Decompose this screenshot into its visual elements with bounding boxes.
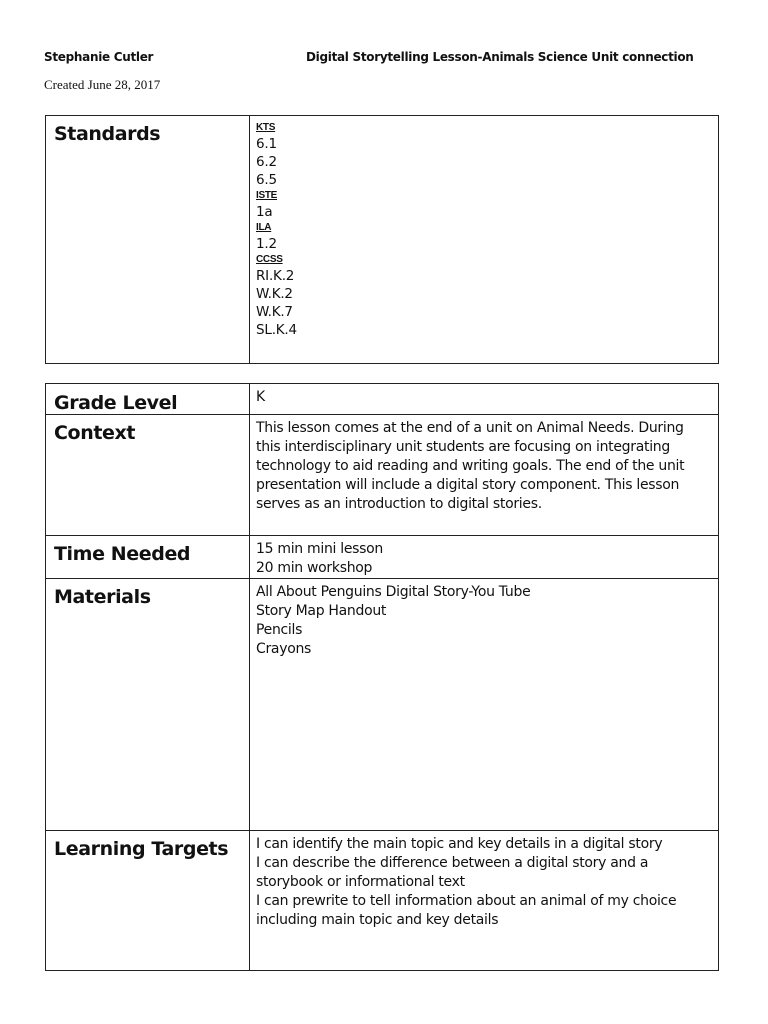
standards-list [250,116,719,364]
text-line: technology to aid reading and writing goals. The end of the unit [256,458,685,474]
author-name: Stephanie Cutler [44,50,154,64]
text-line: K [256,389,265,405]
text-line: I can identify the main topic and key details in a digital story [256,836,663,852]
standard-item: 1.2 [256,236,277,252]
text-line: Pencils [256,622,303,638]
standard-item: 6.2 [256,154,277,170]
text-line: storybook or informational text [256,874,465,890]
row-time-needed [46,536,719,579]
text-line: All About Penguins Digital Story-You Tube [256,584,531,600]
standard-heading: ILA [256,222,272,233]
text-line: I can describe the difference between a digital story and a [256,855,649,871]
standards-table [45,115,719,364]
standard-item: RI.K.2 [256,268,295,284]
learning-targets-value [250,831,719,971]
context-value [250,415,719,536]
learning-targets-label: Learning Targets [46,831,250,971]
text-line: presentation will include a digital story component. This lesson [256,477,680,493]
materials-label: Materials [46,579,250,831]
text-line: I can prewrite to tell information about an animal of my choice [256,893,677,909]
created-date: Created June 28, 2017 [44,77,161,92]
text-line: Story Map Handout [256,603,387,619]
context-label: Context [46,415,250,536]
standard-heading: KTS [256,122,276,133]
standard-heading: CCSS [256,254,283,265]
text-line: 15 min mini lesson [256,541,383,557]
standard-item: W.K.7 [256,304,293,320]
text-line: 20 min workshop [256,560,373,576]
text-line: Crayons [256,641,312,657]
row-grade-level [46,384,719,415]
materials-value [250,579,719,831]
grade-level-value [250,384,719,415]
standard-heading: ISTE [256,190,278,201]
standard-item: SL.K.4 [256,322,297,338]
text-line: including main topic and key details [256,912,499,928]
time-needed-label: Time Needed [46,536,250,579]
standard-item: 6.5 [256,172,277,188]
text-line: this interdisciplinary unit students are focusing on integrating [256,439,670,455]
standard-item: 1a [256,204,273,220]
lesson-details-table [45,383,719,971]
text-line: serves as an introduction to digital stories. [256,496,542,512]
row-context [46,415,719,536]
document-title: Digital Storytelling Lesson-Animals Science Unit connection [306,50,694,64]
standard-item: 6.1 [256,136,277,152]
standard-item: W.K.2 [256,286,293,302]
text-line: This lesson comes at the end of a unit on Animal Needs. During [256,420,684,436]
grade-level-label: Grade Level [46,384,250,415]
standards-label: Standards [46,116,250,364]
time-needed-value [250,536,719,579]
row-materials [46,579,719,831]
row-learning-targets [46,831,719,971]
